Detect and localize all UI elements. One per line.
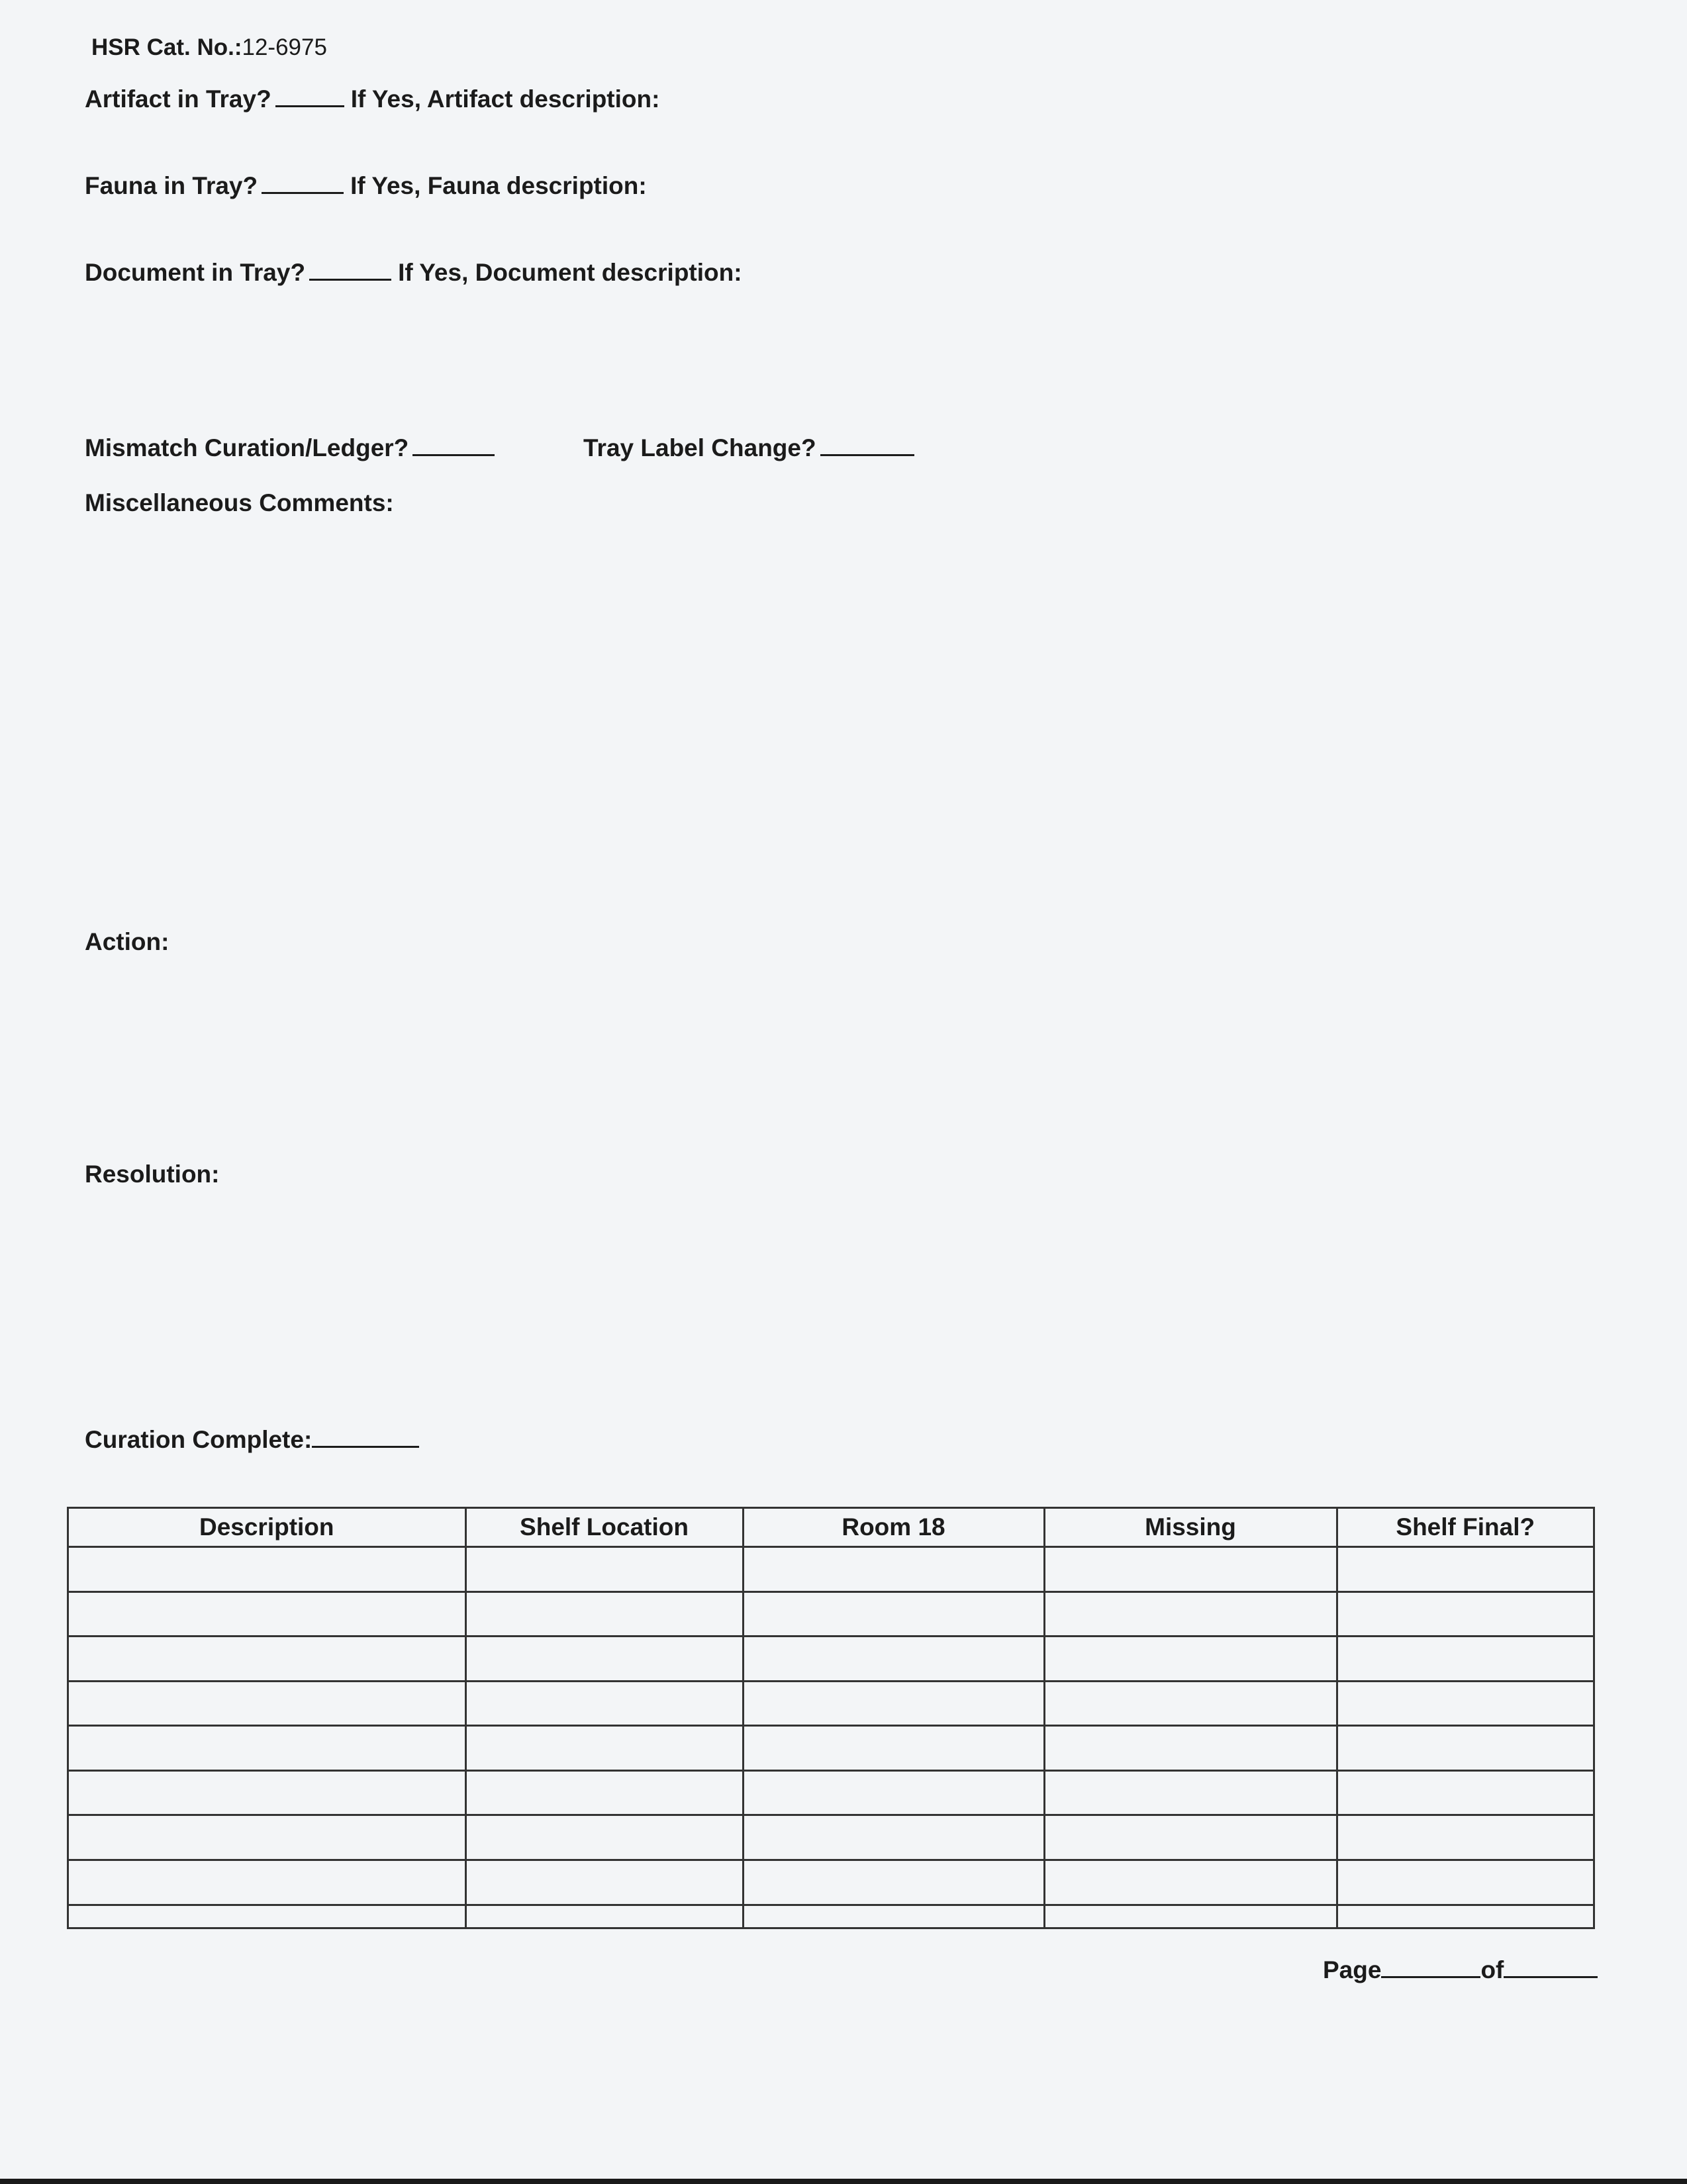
- fauna-line: [85, 169, 647, 201]
- table-row: [69, 1815, 1593, 1860]
- artifact-label: Artifact in Tray?: [85, 85, 271, 113]
- table-cell[interactable]: [1337, 1726, 1593, 1771]
- artifact-description-label: If Yes, Artifact description:: [350, 85, 660, 113]
- table-cell[interactable]: [69, 1547, 465, 1592]
- artifact-line: [85, 83, 659, 114]
- table-cell[interactable]: [465, 1726, 743, 1771]
- mismatch-label: Mismatch Curation/Ledger?: [85, 434, 409, 461]
- column-header-description: Description: [69, 1509, 465, 1547]
- misc-comments-label: Miscellaneous Comments:: [85, 489, 394, 516]
- column-header-missing: Missing: [1044, 1509, 1337, 1547]
- page-total-field[interactable]: [1504, 1954, 1598, 1978]
- document-line: [85, 256, 742, 287]
- column-header-shelf-final: Shelf Final?: [1337, 1509, 1593, 1547]
- table-cell[interactable]: [69, 1860, 465, 1905]
- table-header-row: [69, 1509, 1593, 1547]
- column-header-shelf-location: Shelf Location: [465, 1509, 743, 1547]
- resolution-label: Resolution:: [85, 1161, 220, 1188]
- table-cell[interactable]: [743, 1591, 1044, 1637]
- table-row: [69, 1637, 1593, 1682]
- table-cell[interactable]: [69, 1637, 465, 1682]
- fauna-description-label: If Yes, Fauna description:: [350, 172, 647, 199]
- table-cell[interactable]: [465, 1770, 743, 1815]
- catalog-number-value: 12-6975: [242, 34, 327, 60]
- curation-complete-line: [85, 1423, 426, 1454]
- table-cell[interactable]: [1337, 1815, 1593, 1860]
- table-cell[interactable]: [1044, 1815, 1337, 1860]
- inventory-table: [67, 1507, 1595, 1929]
- table-cell[interactable]: [69, 1815, 465, 1860]
- table-cell[interactable]: [743, 1815, 1044, 1860]
- table-cell[interactable]: [1337, 1770, 1593, 1815]
- page-number-field[interactable]: [1381, 1954, 1480, 1978]
- table-row: [69, 1681, 1593, 1726]
- table-cell[interactable]: [743, 1547, 1044, 1592]
- table-cell[interactable]: [465, 1547, 743, 1592]
- document-answer-field[interactable]: [309, 256, 391, 281]
- document-description-label: If Yes, Document description:: [398, 259, 742, 286]
- table-cell[interactable]: [1044, 1681, 1337, 1726]
- catalog-number-line: [91, 33, 327, 62]
- table-cell[interactable]: [465, 1905, 743, 1927]
- table-cell[interactable]: [743, 1770, 1044, 1815]
- table-cell[interactable]: [1044, 1637, 1337, 1682]
- curation-complete-label: Curation Complete:: [85, 1426, 313, 1453]
- table-cell[interactable]: [69, 1681, 465, 1726]
- fauna-answer-field[interactable]: [262, 169, 344, 194]
- table-cell[interactable]: [1044, 1860, 1337, 1905]
- mismatch-answer-field[interactable]: [412, 432, 495, 456]
- table-cell[interactable]: [743, 1726, 1044, 1771]
- tray-label-change-line: [583, 432, 921, 463]
- page-number-line: [1323, 1954, 1598, 1985]
- table-cell[interactable]: [743, 1681, 1044, 1726]
- table-cell[interactable]: [1044, 1905, 1337, 1927]
- table-cell[interactable]: [743, 1860, 1044, 1905]
- page-label: Page: [1323, 1956, 1382, 1983]
- table-cell[interactable]: [743, 1905, 1044, 1927]
- table-row: [69, 1726, 1593, 1771]
- table-cell[interactable]: [1337, 1681, 1593, 1726]
- table-cell[interactable]: [1337, 1905, 1593, 1927]
- table-cell[interactable]: [1044, 1726, 1337, 1771]
- table-row: [69, 1770, 1593, 1815]
- fauna-label: Fauna in Tray?: [85, 172, 258, 199]
- table-cell[interactable]: [69, 1770, 465, 1815]
- table-row: [69, 1591, 1593, 1637]
- action-label: Action:: [85, 928, 169, 955]
- of-label: of: [1480, 1956, 1504, 1983]
- table-cell[interactable]: [1044, 1591, 1337, 1637]
- table-cell[interactable]: [69, 1726, 465, 1771]
- table-cell[interactable]: [1337, 1591, 1593, 1637]
- table-cell[interactable]: [69, 1591, 465, 1637]
- table-cell[interactable]: [1044, 1770, 1337, 1815]
- table-cell[interactable]: [465, 1637, 743, 1682]
- mismatch-line: [85, 432, 501, 463]
- table-cell[interactable]: [1044, 1547, 1337, 1592]
- table-row: [69, 1547, 1593, 1592]
- tray-label-change-answer-field[interactable]: [820, 432, 914, 456]
- table-cell[interactable]: [1337, 1860, 1593, 1905]
- artifact-answer-field[interactable]: [275, 83, 344, 107]
- table-cell[interactable]: [1337, 1547, 1593, 1592]
- document-label: Document in Tray?: [85, 259, 306, 286]
- scan-edge: [0, 2179, 1687, 2184]
- table-cell[interactable]: [465, 1815, 743, 1860]
- table-cell[interactable]: [743, 1637, 1044, 1682]
- curation-complete-answer-field[interactable]: [312, 1423, 419, 1448]
- table-cell[interactable]: [465, 1860, 743, 1905]
- table-cell[interactable]: [69, 1905, 465, 1927]
- tray-label-change-label: Tray Label Change?: [583, 434, 816, 461]
- table-row: [69, 1905, 1593, 1927]
- column-header-room-18: Room 18: [743, 1509, 1044, 1547]
- table-row: [69, 1860, 1593, 1905]
- table-cell[interactable]: [1337, 1637, 1593, 1682]
- catalog-number-label: HSR Cat. No.:: [91, 34, 242, 60]
- table-cell[interactable]: [465, 1591, 743, 1637]
- table-cell[interactable]: [465, 1681, 743, 1726]
